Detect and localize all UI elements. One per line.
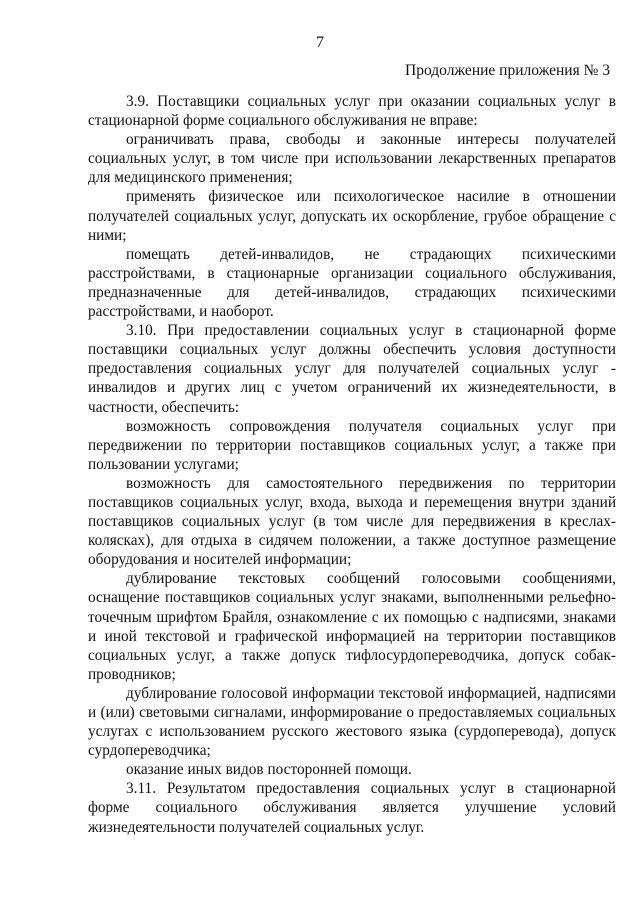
list-item: возможность для самостоятельного передвижения по территории поставщиков социальных услуг, входа, выхода и перемещения внутри зданий поставщиков социальных услуг (в том числе для передвижения в креслах-колясках), для отдыха в сидячем положении, а также доступное размещение оборудования и носителей информации; xyxy=(88,474,616,569)
paragraph-3-9: 3.9. Поставщики социальных услуг при оказании социальных услуг в стационарной форме социального обслуживания не вправе: xyxy=(88,93,616,130)
list-item: ограничивать права, свободы и законные интересы получателей социальных услуг, в том числе при использовании лекарственных препаратов для медицинского применения; xyxy=(88,131,616,187)
list-item: дублирование голосовой информации текстовой информацией, надписями и (или) световыми сигналами, информирование о предоставляемых социальных услугах с использованием русского жестового языка (сурдоперевода), допуск сурдопереводчика; xyxy=(88,684,616,760)
page-number: 7 xyxy=(316,34,324,51)
appendix-continuation-label: Продолжение приложения № 3 xyxy=(405,62,610,79)
list-item: оказание иных видов посторонней помощи. xyxy=(126,761,412,779)
paragraph-3-10: 3.10. При предоставлении социальных услуг в стационарной форме поставщики социальных услуг должны обеспечить условия доступности предоставления социальных услуг для получателей социальных услуг - инвалидов и других лиц с учетом ограничений их жизнедеятельности, в частности, обеспечить: xyxy=(88,322,616,416)
list-item: дублирование текстовых сообщений голосовыми сообщениями, оснащение поставщиков социальных услуг знаками, выполненными рельефно-точечным шрифтом Брайля, ознакомление с их помощью с надписями, знаками и иной текстовой и графической информацией на территории поставщиков социальных услуг, а также допуск тифлосурдопереводчика, допуск собак-проводников; xyxy=(88,570,616,683)
document-body xyxy=(88,92,616,837)
list-item: помещать детей-инвалидов, не страдающих психическими расстройствами, в стационарные организации социального обслуживания, предназначенные для детей-инвалидов, страдающих психическими расстройствами, и наоборот. xyxy=(88,245,616,321)
list-item: применять физическое или психологическое насилие в отношении получателей социальных услуг, допускать их оскорбление, грубое обращение с ними; xyxy=(88,188,616,244)
list-item: возможность сопровождения получателя социальных услуг при передвижении по территории поставщиков социальных услуг, а также при пользовании услугами; xyxy=(88,417,616,473)
paragraph-3-11: 3.11. Результатом предоставления социальных услуг в стационарной форме социального обслуживания является улучшение условий жизнедеятельности получателей социальных услуг. xyxy=(88,780,616,836)
